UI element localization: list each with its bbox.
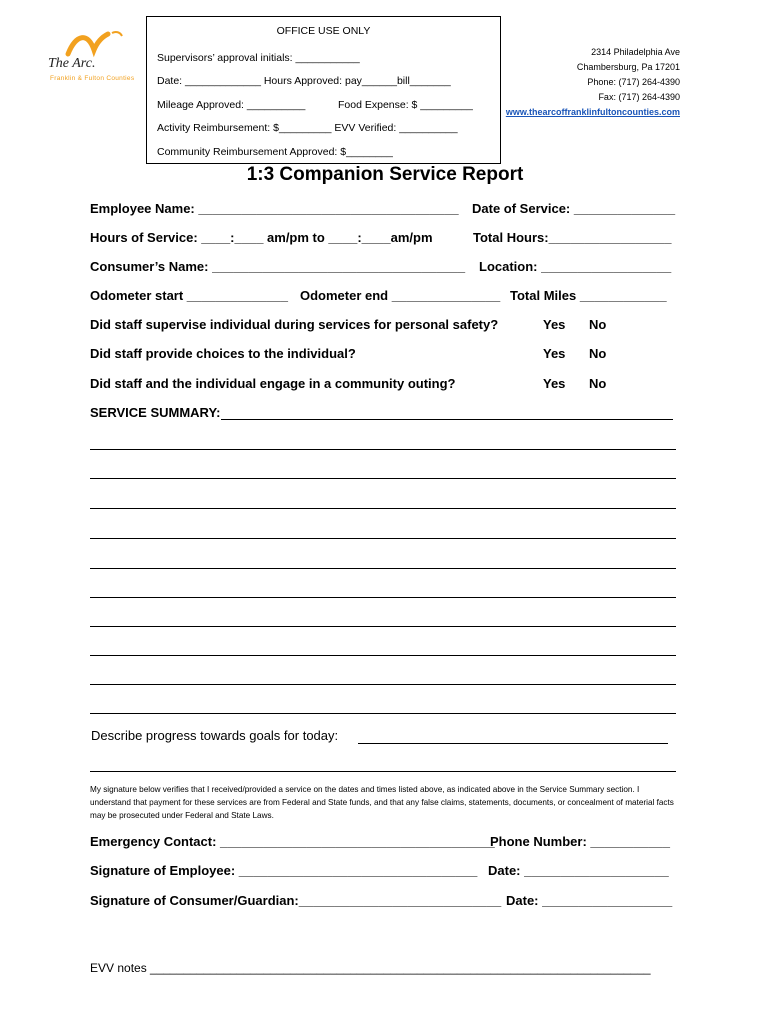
page-title: 1:3 Companion Service Report	[246, 164, 524, 185]
summary-line[interactable]	[90, 597, 676, 598]
question-community-outing-no[interactable]: No	[589, 376, 607, 391]
employee-signature-date-field[interactable]: Date: ____________________	[488, 863, 669, 878]
summary-line[interactable]	[90, 655, 676, 656]
progress-goals-line[interactable]	[358, 743, 668, 744]
emergency-contact-field[interactable]: Emergency Contact: ______________________________________	[90, 834, 495, 849]
employee-signature-field[interactable]: Signature of Employee: _________________________________	[90, 863, 478, 878]
mileage-approved-field[interactable]: Mileage Approved: __________	[157, 99, 306, 111]
phone-number-field[interactable]: Phone Number: ___________	[490, 834, 670, 849]
total-hours-field[interactable]: Total Hours:_________________	[473, 230, 672, 245]
logo-text: The Arc.	[48, 56, 96, 71]
consumer-signature-field[interactable]: Signature of Consumer/Guardian:____________________________	[90, 893, 502, 908]
address-city: Chambersburg, Pa 17201	[576, 62, 680, 72]
date-of-service-field[interactable]: Date of Service: ______________	[472, 201, 676, 216]
office-use-box	[146, 16, 501, 164]
question-choices-yes[interactable]: Yes	[543, 346, 566, 361]
question-supervise-yes[interactable]: Yes	[543, 317, 566, 332]
arc-logo	[44, 30, 144, 82]
office-use-title: OFFICE USE ONLY	[276, 25, 371, 37]
question-community-outing: Did staff and the individual engage in a community outing?	[90, 376, 456, 391]
odometer-end-field[interactable]: Odometer end _______________	[300, 288, 501, 303]
food-expense-field[interactable]: Food Expense: $ _________	[338, 99, 473, 111]
question-community-outing-yes[interactable]: Yes	[543, 376, 566, 391]
address-street: 2314 Philadelphia Ave	[591, 47, 680, 57]
question-choices-no[interactable]: No	[589, 346, 607, 361]
hours-of-service-field[interactable]: Hours of Service: ____:____ am/pm to ____:____am/pm	[90, 230, 433, 245]
service-summary-label: SERVICE SUMMARY:	[90, 405, 221, 420]
address-fax: Fax: (717) 264-4390	[598, 92, 680, 102]
organization-address	[506, 45, 680, 120]
odometer-start-field[interactable]: Odometer start ______________	[90, 288, 289, 303]
progress-goals-label: Describe progress towards goals for today:	[91, 728, 339, 743]
address-phone: Phone: (717) 264-4390	[587, 77, 680, 87]
community-reimbursement-field[interactable]: Community Reimbursement Approved: $________	[157, 146, 393, 158]
evv-notes-field[interactable]: EVV notes ___________________________________________________________________________	[90, 961, 651, 975]
summary-line[interactable]	[90, 713, 676, 714]
total-miles-field[interactable]: Total Miles ____________	[510, 288, 667, 303]
activity-reimbursement-field[interactable]: Activity Reimbursement: $_________ EVV Verified: __________	[157, 122, 458, 134]
summary-line[interactable]	[90, 538, 676, 539]
summary-line[interactable]	[90, 684, 676, 685]
location-field[interactable]: Location: __________________	[479, 259, 672, 274]
supervisor-initials-field[interactable]: Supervisors’ approval initials: ___________	[157, 52, 360, 64]
question-supervise-no[interactable]: No	[589, 317, 607, 332]
date-hours-approved-field[interactable]: Date: _____________ Hours Approved: pay______bill_______	[157, 75, 451, 87]
question-supervise: Did staff supervise individual during services for personal safety?	[90, 317, 499, 332]
consumer-name-field[interactable]: Consumer’s Name: ___________________________________	[90, 259, 466, 274]
summary-line[interactable]	[90, 478, 676, 479]
certification-statement: My signature below verifies that I received/provided a service on the dates and times listed above, as indicated above in the Service Summary section. I understand that payment for these services are from Federal and State funds, and that any false claims, statements, documents, or concealment of material facts may be prosecuted under Federal and State Laws.	[90, 785, 674, 820]
logo-tagline: Franklin & Fulton Counties	[50, 75, 135, 82]
website-link[interactable]: www.thearcoffranklinfultoncounties.com	[505, 107, 680, 117]
progress-goals-line[interactable]	[90, 771, 676, 772]
summary-line[interactable]	[90, 508, 676, 509]
service-summary-line[interactable]	[221, 419, 673, 420]
summary-line[interactable]	[90, 626, 676, 627]
question-choices: Did staff provide choices to the individual?	[90, 346, 356, 361]
summary-line[interactable]	[90, 568, 676, 569]
consumer-signature-date-field[interactable]: Date: __________________	[506, 893, 673, 908]
summary-line[interactable]	[90, 449, 676, 450]
employee-name-field[interactable]: Employee Name: ____________________________________	[90, 201, 459, 216]
